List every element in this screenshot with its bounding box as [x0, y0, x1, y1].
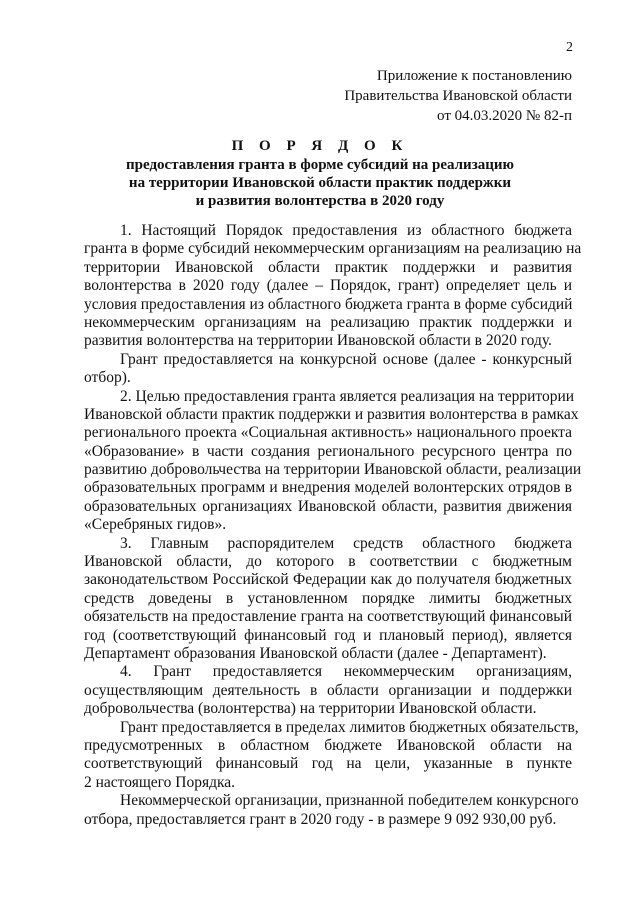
- body-text-line: 1. Настоящий Порядок предоставления из областного бюджета: [120, 222, 572, 239]
- body-text-line: осуществляющим деятельность в области организации и поддержки: [84, 681, 572, 699]
- body-text-line: законодательством Российской Федерации как до получателя бюджетных: [84, 571, 572, 589]
- subtitle-line: на территории Ивановской области практик поддержки: [128, 175, 512, 191]
- appendix-reference: [344, 66, 572, 126]
- body-text-line: Грант предоставляется в пределах лимитов бюджетных обязательств,: [120, 718, 579, 736]
- body-text-line: некоммерческим организациям на реализацию практик поддержки и: [84, 313, 572, 331]
- body-text-line: условия предоставления из областного бюджета гранта в форме субсидий: [84, 295, 573, 313]
- body-text-line: «Образование» в части создания регионального ресурсного центра по: [84, 442, 572, 460]
- body-text-line: Некоммерческой организации, признанной победителем конкурсного: [120, 792, 579, 810]
- body-text-line: Ивановской области, до которого в соответствии с бюджетным: [84, 553, 572, 571]
- body-text-line: добровольчества (волонтерства) на территории Ивановской области.: [84, 700, 537, 718]
- body-text-line: средств доведены в установленном порядке лимиты бюджетных: [84, 589, 572, 607]
- body-text-line: территории Ивановской области практик поддержки и развития: [84, 258, 572, 276]
- body-text-line: образовательных организациях Ивановской области, развития движения: [84, 497, 572, 515]
- body-text-line: развитию добровольчества на территории Ивановской области, реализации: [84, 461, 582, 479]
- document-title: П О Р Я Д О К: [231, 138, 409, 154]
- document-body: [84, 222, 582, 829]
- body-text-line: гранта в форме субсидий некоммерческим организациям на реализацию на: [84, 240, 582, 258]
- body-text-line: «Серебряных гидов».: [84, 516, 227, 534]
- body-text-line: 4. Грант предоставляется некоммерческим организациям,: [120, 663, 572, 681]
- document-subtitle: [0, 156, 640, 210]
- body-text-line: Ивановской области практик поддержки и развития волонтерства в рамках: [84, 405, 579, 423]
- body-text-line: образовательных программ и внедрения моделей волонтерских отрядов в: [84, 479, 572, 497]
- body-text-line: 3. Главным распорядителем средств областного бюджета: [120, 534, 572, 552]
- body-text-line: предусмотренных в областном бюджете Ивановской области на: [84, 736, 572, 754]
- body-text-line: соответствующий финансовый год на цели, указанные в пункте: [84, 755, 572, 773]
- body-text-line: развития волонтерства на территории Ивановской области в 2020 году.: [84, 332, 552, 350]
- page-number: 2: [566, 40, 573, 55]
- subtitle-line: предоставления гранта в форме субсидий на реализацию: [126, 157, 514, 173]
- body-text-line: 2. Целью предоставления гранта является реализация на территории: [120, 387, 575, 405]
- subtitle-line: и развития волонтерства в 2020 году: [195, 193, 445, 209]
- appendix-line: Правительства Ивановской области: [344, 88, 572, 104]
- body-text-line: Департамент образования Ивановской области (далее - Департамент).: [84, 644, 547, 662]
- body-text-line: 2 настоящего Порядка.: [84, 773, 236, 791]
- body-text-line: регионального проекта «Социальная активность» национального проекта: [84, 424, 572, 442]
- body-text-line: волонтерства в 2020 году (далее – Порядок, грант) определяет цель и: [84, 277, 572, 295]
- body-text-line: год (соответствующий финансовый год и плановый период), является: [84, 626, 572, 644]
- body-text-line: обязательств на предоставление гранта на соответствующий финансовый: [84, 608, 572, 626]
- appendix-line: от 04.03.2020 № 82-п: [437, 108, 572, 124]
- body-text-line: отбора, предоставляется грант в 2020 году - в размере 9 092 930,00 руб.: [84, 810, 557, 828]
- body-text-line: Грант предоставляется на конкурсной основе (далее - конкурсный: [120, 350, 572, 368]
- appendix-line: Приложение к постановлению: [376, 68, 572, 84]
- body-text-line: отбор).: [84, 369, 131, 387]
